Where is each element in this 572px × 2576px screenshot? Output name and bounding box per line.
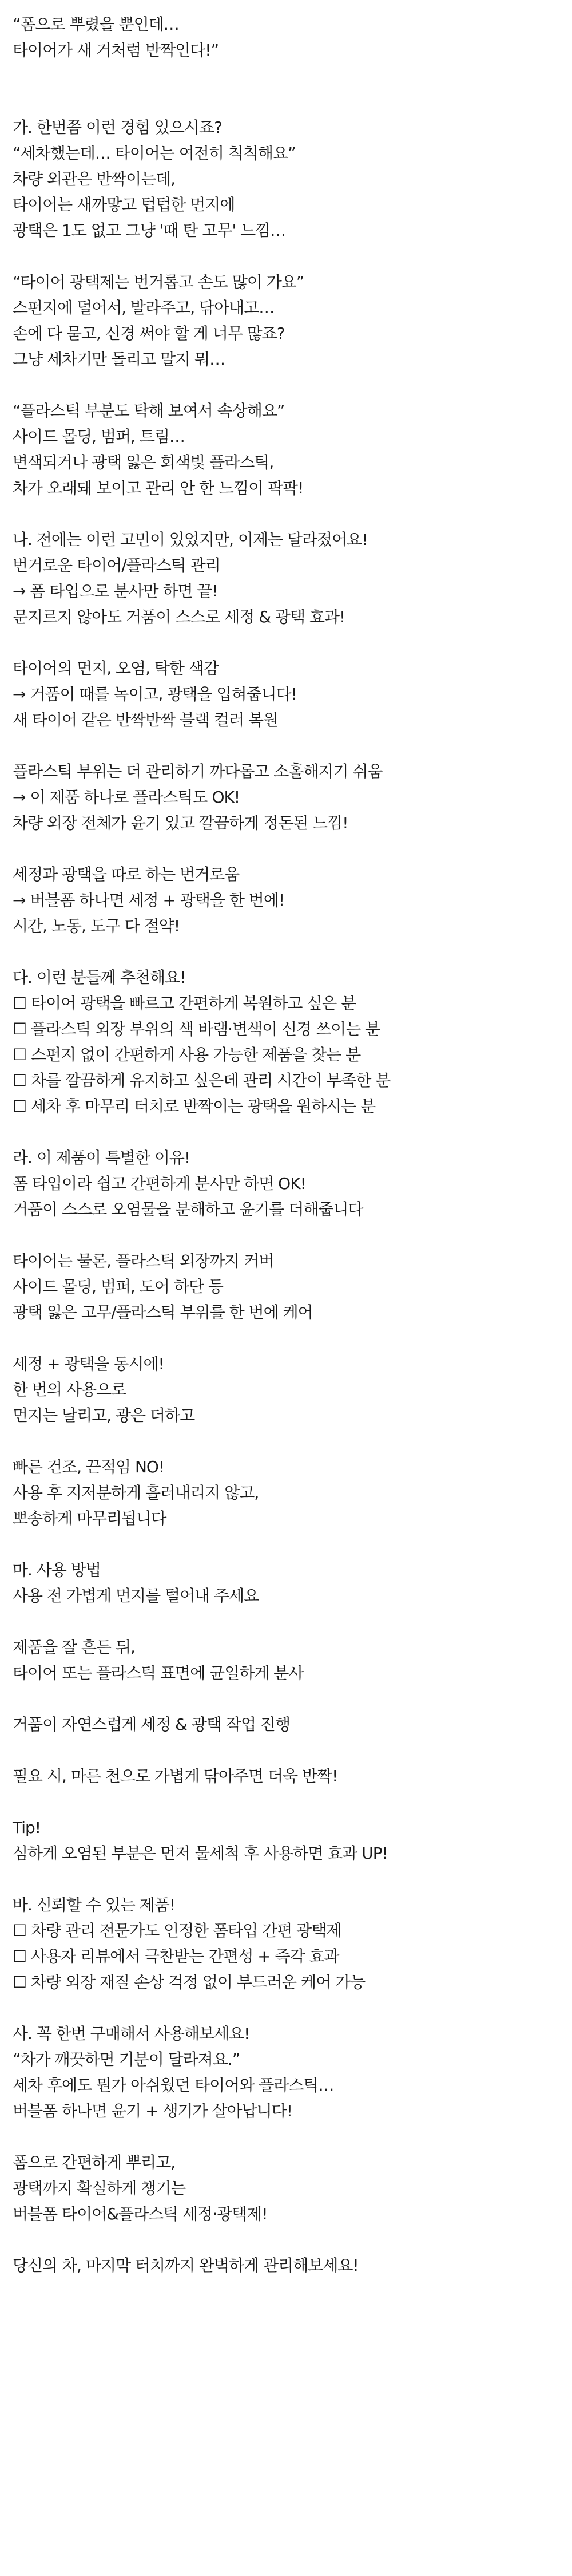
paragraph-line: 차가 오래돼 보이고 관리 안 한 느낌이 팍팍! [13,479,304,497]
paragraph-line: 광택까지 확실하게 챙기는 [13,2179,186,2198]
section-ba [13,1892,572,1995]
checklist-item: ☐ 타이어 광택을 빠르고 간편하게 복원하고 싶은 분 [13,994,356,1013]
paragraph-line: → 이 제품 하나로 플라스틱도 OK! [13,788,240,807]
section-heading: 다. 이런 분들께 추천해요! [13,968,186,987]
paragraph-line: 사이드 몰딩, 범퍼, 도어 하단 등 [13,1277,223,1296]
paragraph-line: 번거로운 타이어/플라스틱 관리 [13,556,220,575]
spacer [13,2227,572,2253]
paragraph-line: 한 번의 사용으로 [13,1380,126,1399]
spacer [13,733,572,758]
paragraph-line: “타이어 광택제는 번거롭고 손도 많이 가요” [13,272,304,291]
paragraph-line: 먼지는 날리고, 광은 더하고 [13,1406,195,1425]
paragraph-line: 뽀송하게 마무리됩니다 [13,1509,166,1528]
section-na [13,527,572,939]
spacer [13,1428,572,1454]
section-heading: 라. 이 제품이 특별한 이유! [13,1148,190,1167]
paragraph-line: 새 타이어 같은 반짝반짝 블랙 컬러 복원 [13,710,279,729]
paragraph-line: 거품이 스스로 오염물을 분해하고 윤기를 더해줍니다 [13,1200,363,1219]
spacer [13,501,572,527]
tip-text: 심하게 오염된 부분은 먼저 물세척 후 사용하면 효과 UP! [13,1844,388,1863]
spacer [13,243,572,269]
spacer [13,1789,572,1815]
section-heading: 마. 사용 방법 [13,1560,101,1579]
paragraph-line: 세차 후에도 뭔가 아쉬웠던 타이어와 플라스틱… [13,2076,334,2095]
section-ra [13,1145,572,1531]
spacer [13,372,572,398]
paragraph-line: 타이어는 새까맣고 텁텁한 먼지에 [13,195,235,214]
paragraph-line: 버블폼 타이어&플라스틱 세정·광택제! [13,2204,268,2223]
intro-block [13,11,572,63]
paragraph-line: → 버블폼 하나면 세정 + 광택을 한 번에! [13,891,285,910]
spacer [13,1866,572,1892]
paragraph-line: 변색되거나 광택 잃은 회색빛 플라스틱, [13,453,274,472]
paragraph-line: → 폼 타입으로 분사만 하면 끝! [13,582,218,600]
spacer [13,1531,572,1557]
spacer [13,1325,572,1351]
section-heading: 가. 한번쯤 이런 경험 있으시죠? [13,118,222,137]
section-ma [13,1557,572,1866]
paragraph-line: 차량 외장 전체가 윤기 있고 깔끔하게 정돈된 느낌! [13,813,348,832]
paragraph-line: “차가 깨끗하면 기분이 달라져요.” [13,2050,240,2069]
paragraph-line: 문지르지 않아도 거품이 스스로 세정 & 광택 효과! [13,607,345,626]
checklist-item: ☐ 사용자 리뷰에서 극찬받는 간편성 + 즉각 효과 [13,1947,339,1966]
usage-step: 제품을 잘 흔든 뒤, [13,1638,135,1657]
spacer [13,1737,572,1763]
section-ga [13,114,572,501]
paragraph-line: 타이어의 먼지, 오염, 탁한 색감 [13,659,219,678]
spacer [13,1995,572,2021]
paragraph-line: 광택 잃은 고무/플라스틱 부위를 한 번에 케어 [13,1303,313,1322]
paragraph-line: “플라스틱 부분도 탁해 보여서 속상해요” [13,401,285,420]
usage-step: 타이어 또는 플라스틱 표면에 균일하게 분사 [13,1664,304,1682]
intro-line: “폼으로 뿌렸을 뿐인데… [13,15,179,34]
usage-step: 거품이 자연스럽게 세정 & 광택 작업 진행 [13,1715,291,1734]
spacer [13,1609,572,1634]
paragraph-line: 세정 + 광택을 동시에! [13,1354,164,1373]
spacer [13,939,572,965]
spacer [13,63,572,114]
paragraph-line: “세차했는데… 타이어는 여전히 칙칙해요” [13,144,296,163]
spacer [13,1222,572,1248]
checklist-item: ☐ 차량 관리 전문가도 인정한 폼타입 간편 광택제 [13,1921,341,1940]
paragraph-line: 빠른 건조, 끈적임 NO! [13,1457,165,1476]
section-heading: 나. 전에는 이런 고민이 있었지만, 이제는 달라졌어요! [13,530,368,549]
paragraph-line: 사용 후 지저분하게 흘러내리지 않고, [13,1483,259,1502]
spacer [13,1119,572,1145]
spacer [13,630,572,655]
paragraph-line: 폼 타입이라 쉽고 간편하게 분사만 하면 OK! [13,1174,306,1193]
intro-line: 타이어가 새 거처럼 반짝인다!” [13,41,219,60]
section-heading: 사. 꼭 한번 구매해서 사용해보세요! [13,2024,250,2043]
closing-line: 당신의 차, 마지막 터치까지 완벽하게 관리해보세요! [13,2256,359,2275]
paragraph-line: 세정과 광택을 따로 하는 번거로움 [13,865,240,884]
usage-step: 필요 시, 마른 천으로 가볍게 닦아주면 더욱 반짝! [13,1767,338,1785]
paragraph-line: 차량 외관은 반짝이는데, [13,169,176,188]
usage-step: 사용 전 가볍게 먼지를 털어내 주세요 [13,1586,259,1605]
paragraph-line: 그냥 세차기만 돌리고 말지 뭐… [13,350,225,369]
paragraph-line: 타이어는 물론, 플라스틱 외장까지 커버 [13,1251,274,1270]
spacer [13,1686,572,1712]
paragraph-line: 광택은 1도 없고 그냥 '때 탄 고무' 느낌… [13,221,286,240]
checklist-item: ☐ 스펀지 없이 간편하게 사용 가능한 제품을 찾는 분 [13,1045,361,1064]
section-sa [13,2021,572,2278]
paragraph-line: 손에 다 묻고, 신경 써야 할 게 너무 많죠? [13,324,285,343]
checklist-item: ☐ 플라스틱 외장 부위의 색 바램·변색이 신경 쓰이는 분 [13,1020,380,1038]
section-da [13,965,572,1119]
paragraph-line: 시간, 노동, 도구 다 절약! [13,916,180,935]
paragraph-line: → 거품이 때를 녹이고, 광택을 입혀줍니다! [13,685,297,704]
paragraph-line: 스펀지에 덜어서, 발라주고, 닦아내고… [13,298,275,317]
paragraph-line: 버블폼 하나면 윤기 + 생기가 살아납니다! [13,2101,292,2120]
paragraph-line: 플라스틱 부위는 더 관리하기 까다롭고 소홀해지기 쉬움 [13,762,383,781]
section-heading: 바. 신뢰할 수 있는 제품! [13,1895,176,1914]
checklist-item: ☐ 차량 외장 재질 손상 걱정 없이 부드러운 케어 가능 [13,1973,366,1992]
checklist-item: ☐ 차를 깔끔하게 유지하고 싶은데 관리 시간이 부족한 분 [13,1071,391,1090]
tip-label: Tip! [13,1818,41,1837]
spacer [13,836,572,862]
paragraph-line: 사이드 몰딩, 범퍼, 트림… [13,427,185,446]
spacer [13,2124,572,2150]
checklist-item: ☐ 세차 후 마무리 터치로 반짝이는 광택을 원하시는 분 [13,1097,376,1116]
paragraph-line: 폼으로 간편하게 뿌리고, [13,2153,176,2172]
